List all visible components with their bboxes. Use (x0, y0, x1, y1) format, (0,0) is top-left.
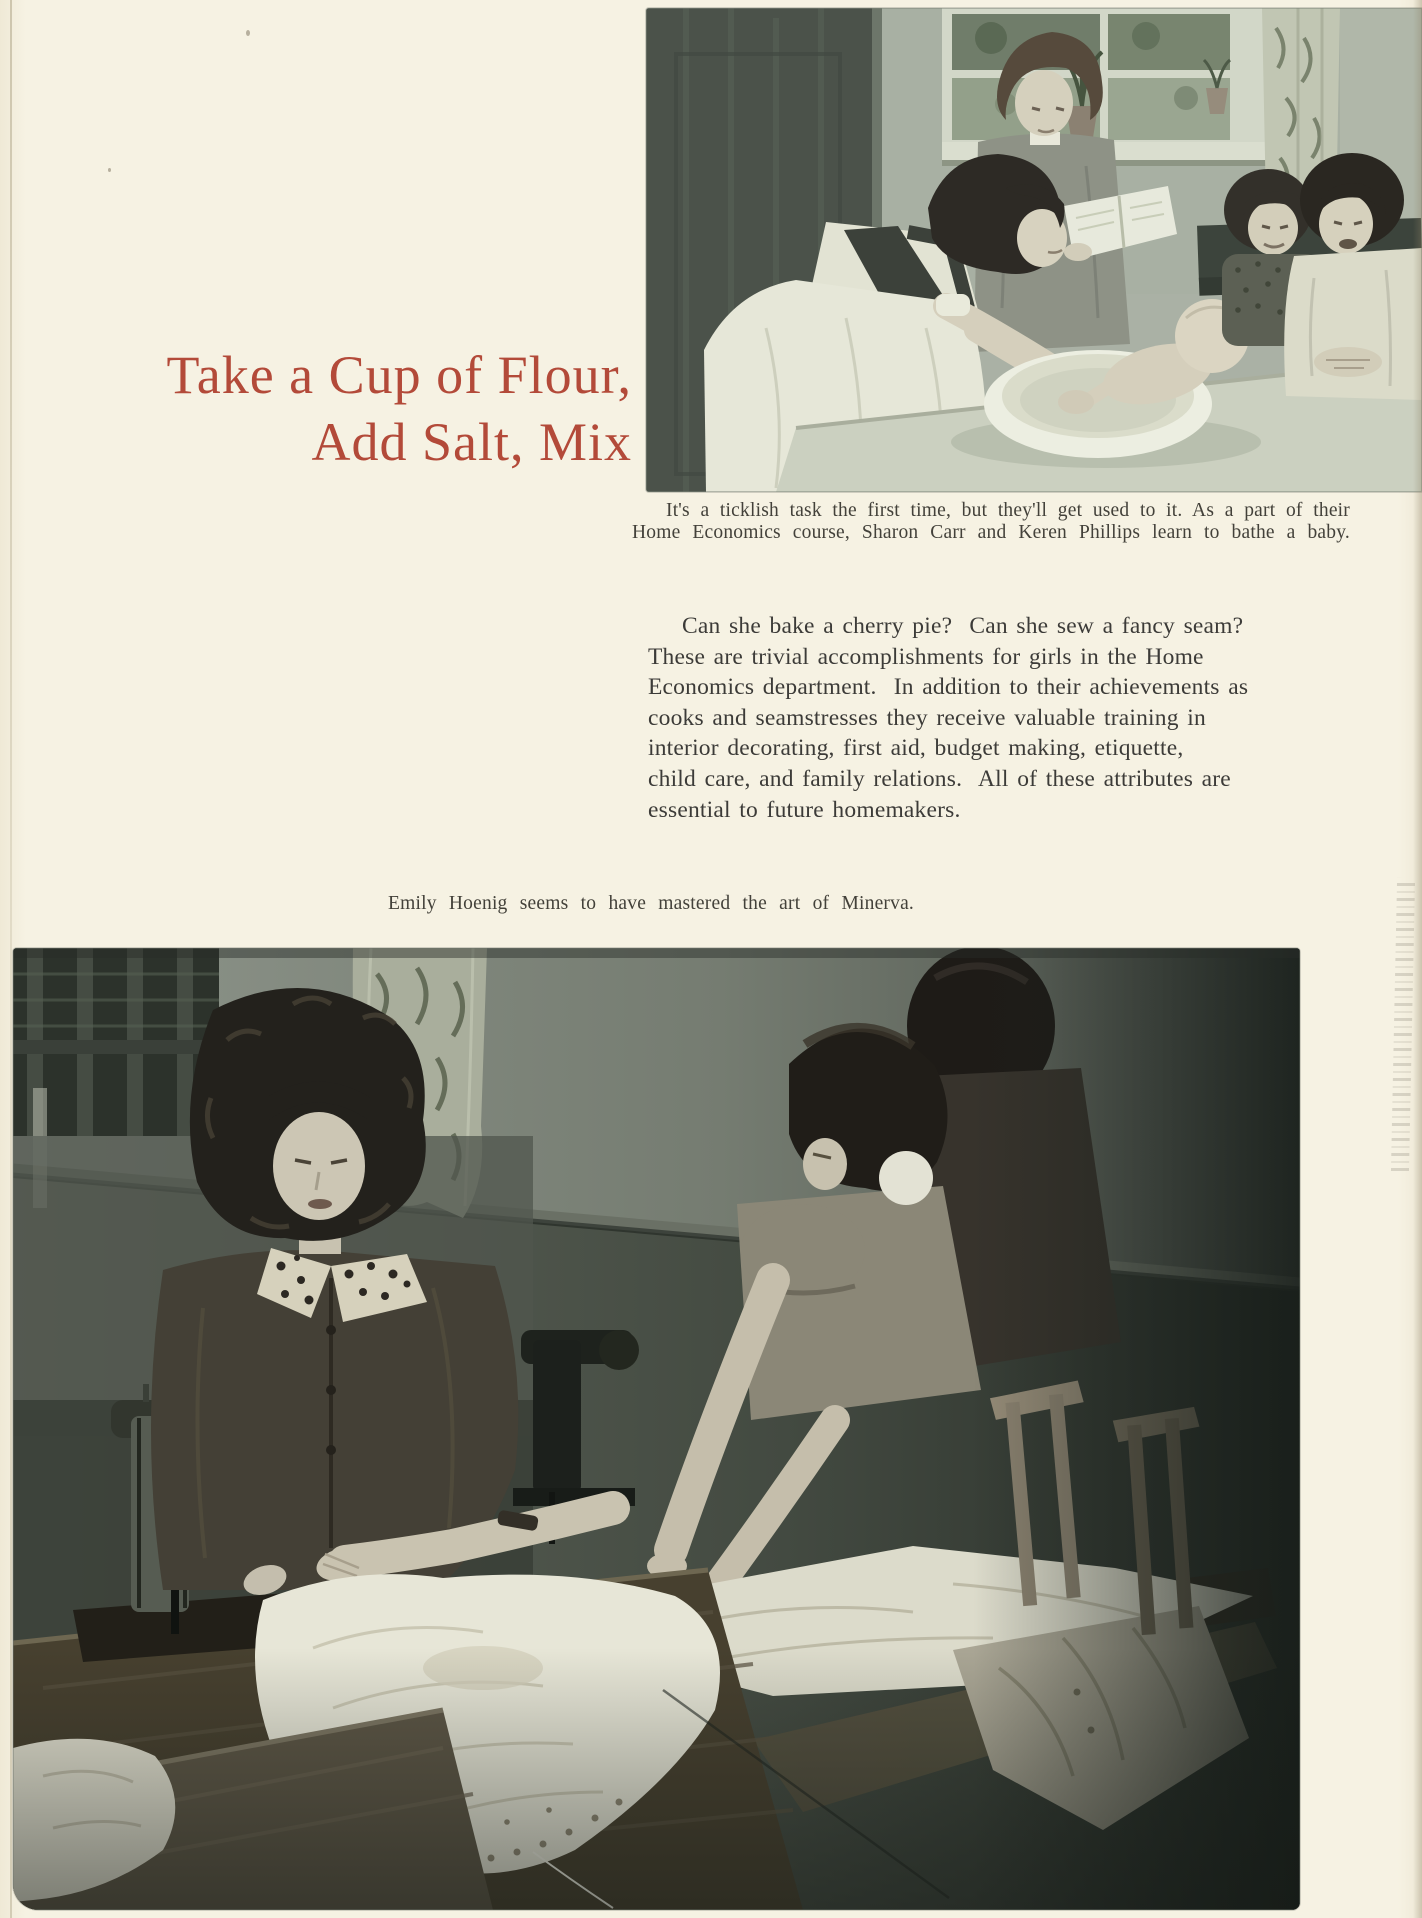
body-line: cooks and seamstresses they receive valuable training in (648, 704, 1206, 731)
body-line: interior decorating, first aid, budget making, etiquette, (648, 735, 1184, 762)
bottom-photo (13, 948, 1300, 1910)
top-photo (646, 8, 1422, 492)
body-line: child care, and family relations. All of these attributes are (648, 765, 1231, 792)
body-line: These are trivial accomplishments for girls in the Home (648, 643, 1204, 670)
top-photo-caption-line-1: It's a ticklish task the first time, but they'll get used to it. As a part of their (666, 500, 1350, 521)
ink-speck (246, 30, 250, 36)
scan-artifact-marks (1391, 878, 1415, 1174)
page-title-line-2: Add Salt, Mix (311, 412, 632, 472)
top-photo-caption-line-2: Home Economics course, Sharon Carr and Keren Phillips learn to bathe a baby. (632, 521, 1350, 543)
body-paragraph (648, 611, 1288, 825)
top-photo-caption (632, 500, 1350, 543)
page-fold-crease (10, 0, 12, 1918)
body-line: essential to future homemakers. (648, 796, 961, 823)
page-title-line-1: Take a Cup of Flour, (166, 345, 632, 405)
ink-speck (108, 168, 111, 172)
white-ear-band (879, 1151, 933, 1205)
page-edge-shading (1413, 0, 1422, 1918)
page-title (118, 342, 632, 476)
body-line: Economics department. In addition to their achievements as (648, 674, 1249, 701)
seated-girl-right (1284, 153, 1422, 400)
body-line: Can she bake a cherry pie? Can she sew a fancy seam? (682, 613, 1244, 639)
bottom-photo-caption: Emily Hoenig seems to have mastered the art of Minerva. (388, 893, 914, 914)
